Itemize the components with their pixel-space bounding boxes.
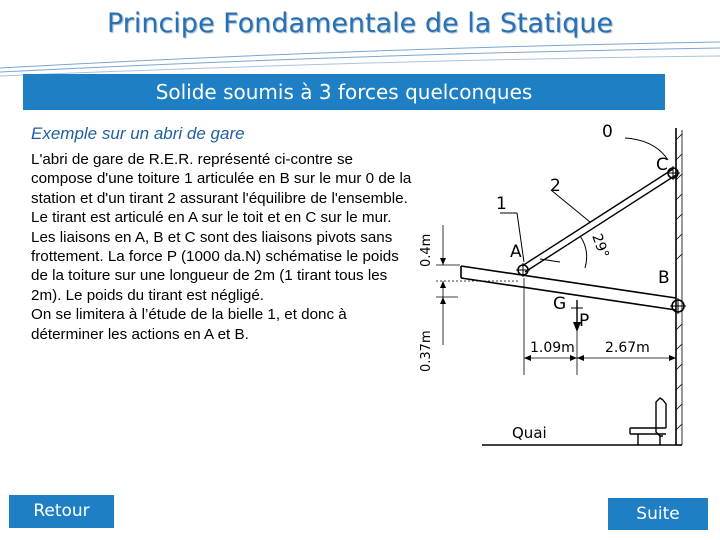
label-b: B [658,268,670,288]
label-0: 0 [602,122,613,142]
bench-icon [630,398,666,445]
dimension-0-4m: 0.4m [419,233,434,267]
page-title: Principe Fondamentale de la Statique [106,8,614,39]
retour-button[interactable]: Retour [9,495,114,528]
label-g: G [553,294,567,314]
dimension-2-67m: 2.67m [605,340,650,356]
paragraph-description: L'abri de gare de R.E.R. représenté ci-contre se compose d'une toiture 1 articulée en B sur le mur 0 de la station et d'un tirant 2 assurant l'équilibre de l'ensemble. [31,151,412,207]
label-c: C [656,155,668,175]
label-p: P [579,311,590,331]
example-subtitle: Exemple sur un abri de gare [31,124,245,143]
label-a: A [510,242,522,262]
paragraph-liaisons: Les liaisons en A, B et C sont des liaisons pivots sans frottement. La force P (1000 da.N) schématise le poids de la toiture sur une longueur de 2m (1 tirant tous les 2m). Le poids du tirant est négligé. [31,228,399,304]
label-angle: 29° [588,231,612,261]
dimension-1-09m: 1.09m [530,340,575,356]
section-banner: Solide soumis à 3 forces quelconques [23,74,665,110]
label-quai: Quai [512,424,547,442]
paragraph-tirant: Le tirant est articulé en A sur le toit et en C sur le mur. [31,209,392,227]
dimension-0-37m: 0.37m [419,330,434,372]
paragraph-objective: On se limitera à l’étude de la bielle 1, et donc à déterminer les actions en A et B. [31,306,347,343]
suite-button[interactable]: Suite [608,498,708,530]
label-1: 1 [496,194,507,214]
label-2: 2 [550,176,561,196]
